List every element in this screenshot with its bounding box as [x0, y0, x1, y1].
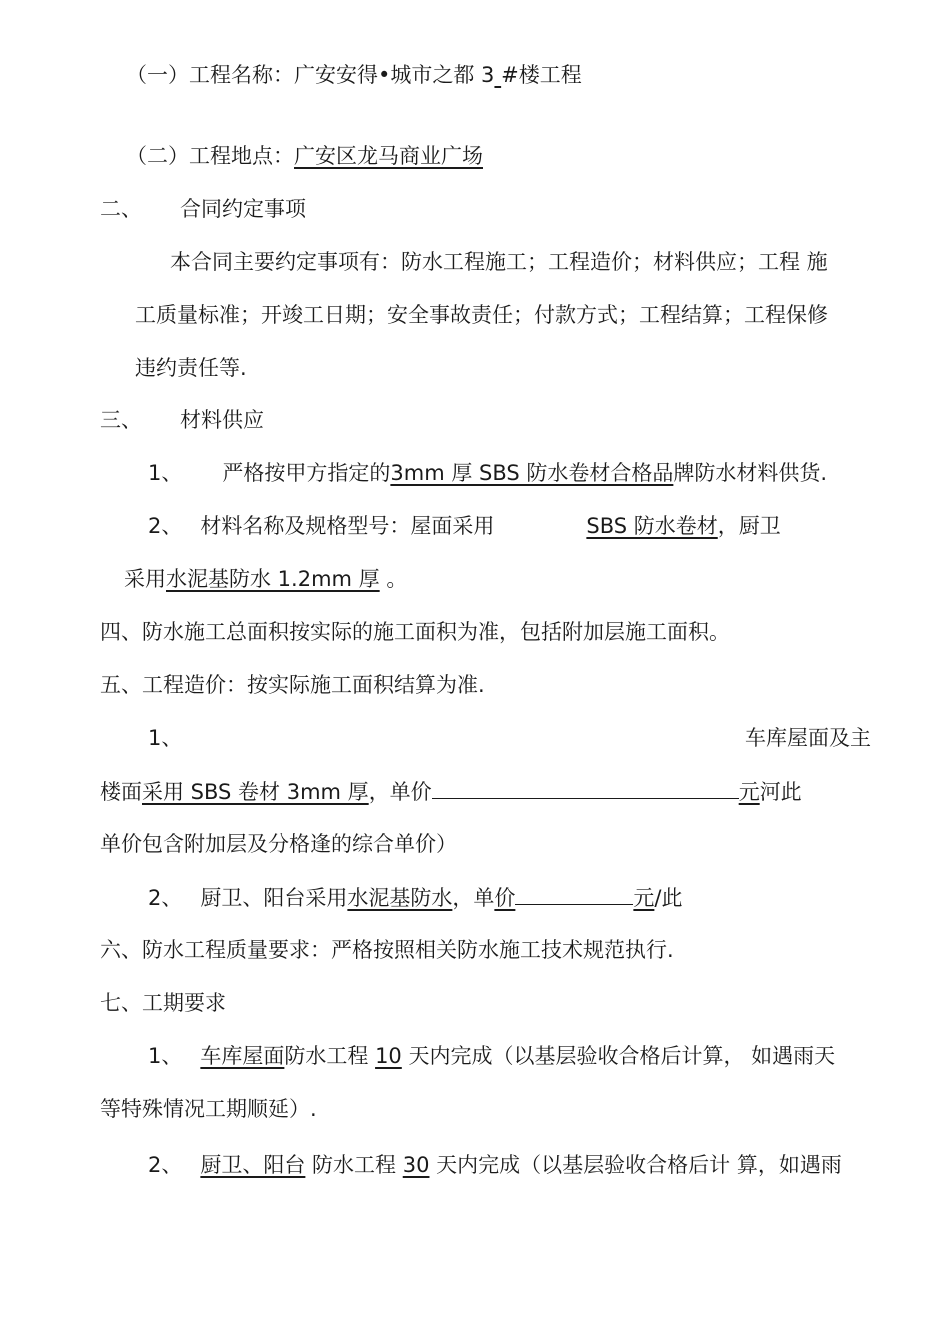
section-7-item-1-mid: 防水工程: [284, 1044, 376, 1068]
project-location-value: 广安区龙马商业广场: [294, 144, 483, 168]
section-7-item-1-scope: 车库屋面: [200, 1044, 285, 1068]
section-3-item-2-pre: 材料名称及规格型号：屋面采用: [200, 514, 495, 538]
section-5-text: 五、工程造价：按实际施工面积结算为准.: [100, 673, 485, 697]
section-7-item-1-post: 天内完成（以基层验收合格后计算， 如遇雨天: [401, 1044, 836, 1068]
project-name-label: （一）工程名称：: [126, 63, 294, 87]
section-5-item-1-line-3: 单价包含附加层及分格逢的综合单价）: [100, 832, 457, 856]
section-5-item-2-material: 水泥基防水: [347, 886, 453, 910]
section-7-title: 七、工期要求: [100, 991, 226, 1015]
section-5-item-1-mid: ，单价: [368, 780, 432, 804]
section-5-item-2-post: /此: [654, 886, 683, 910]
section-2-title: 合同约定事项: [180, 197, 306, 221]
section-2-para-line-2: 工质量标准；开竣工日期；安全事故责任；付款方式；工程结算；工程保修: [135, 303, 828, 327]
section-7-item-2: [148, 1150, 842, 1180]
section-3-item-2-cont: [124, 564, 407, 594]
section-5-item-1-post: 河此: [759, 780, 802, 804]
section-7-item-2-post: 天内完成（以基层验收合格后计 算，如遇雨: [429, 1153, 842, 1177]
section-5-item-1-material: 采用 SBS 卷材 3mm 厚: [142, 780, 369, 804]
section-7-item-2-days: 30: [402, 1153, 430, 1177]
section-5-item-1-yuan: 元: [738, 780, 760, 804]
project-name-line: [126, 60, 582, 90]
section-7-item-1: [148, 1041, 835, 1071]
section-2-para-line-3: 违约责任等.: [135, 356, 247, 380]
section-3-item-1-num: 1、: [148, 461, 183, 485]
section-5-item-1-pre: 楼面: [100, 780, 142, 804]
section-3-item-1-pre: 严格按甲方指定的: [222, 461, 391, 485]
section-5-item-2-price-label: 价: [494, 886, 516, 910]
section-7-item-2-mid: 防水工程: [305, 1153, 403, 1177]
section-2-heading: [100, 194, 306, 224]
section-3-item-2-cont-post: 。: [379, 567, 408, 591]
section-5-item-2-mid: ，单: [452, 886, 495, 910]
section-3-heading: [100, 405, 264, 435]
section-3-item-2-cont-pre: 采用: [124, 567, 166, 591]
section-2-num: 二、: [100, 197, 142, 221]
section-7-item-2-scope: 厨卫、阳台: [200, 1153, 306, 1177]
section-5-item-1-num: 1、: [148, 726, 183, 750]
section-3-item-2: [148, 511, 781, 541]
section-3-item-1-post: 牌防水材料供货.: [673, 461, 828, 485]
section-5-item-2-num: 2、: [148, 886, 183, 910]
section-6-text: 六、防水工程质量要求：严格按照相关防水施工技术规范执行.: [100, 938, 674, 962]
section-5-item-2-yuan: 元: [633, 886, 655, 910]
section-5-item-1-right: 车库屋面及主: [745, 726, 871, 750]
section-4-text: 四、防水施工总面积按实际的施工面积为准，包括附加层施工面积。: [100, 620, 730, 644]
section-3-item-2-cont-material: 水泥基防水 1.2mm 厚: [166, 567, 380, 591]
project-location-label: （二）工程地点：: [126, 144, 294, 168]
section-5-item-1-line-2: [100, 776, 802, 807]
project-name-suffix: #楼工程: [501, 63, 582, 87]
section-3-item-2-material: SBS 防水卷材: [586, 514, 718, 538]
section-3-item-2-num: 2、: [148, 514, 183, 538]
section-3-num: 三、: [100, 408, 142, 432]
project-name-value: 广安安得•城市之都 3: [294, 63, 495, 87]
section-3-title: 材料供应: [180, 408, 264, 432]
section-7-item-1-days: 10: [375, 1044, 402, 1068]
section-7-item-2-num: 2、: [148, 1153, 183, 1177]
section-2-para-line-1: 本合同主要约定事项有：防水工程施工；工程造价；材料供应；工程 施: [170, 250, 828, 274]
project-location-line: [126, 141, 483, 171]
unit-price-blank-2[interactable]: [515, 882, 633, 905]
section-3-item-1: [148, 458, 827, 488]
section-7-item-1-line-2: 等特殊情况工期顺延）.: [100, 1097, 317, 1121]
section-5-item-2: [148, 882, 682, 913]
section-5-item-2-pre: 厨卫、阳台采用: [200, 886, 348, 910]
unit-price-blank-1[interactable]: [432, 776, 739, 799]
section-3-item-1-material: 3mm 厚 SBS 防水卷材合格品: [390, 461, 674, 485]
section-3-item-2-post: ，厨卫: [717, 514, 781, 538]
section-7-item-1-num: 1、: [148, 1044, 183, 1068]
